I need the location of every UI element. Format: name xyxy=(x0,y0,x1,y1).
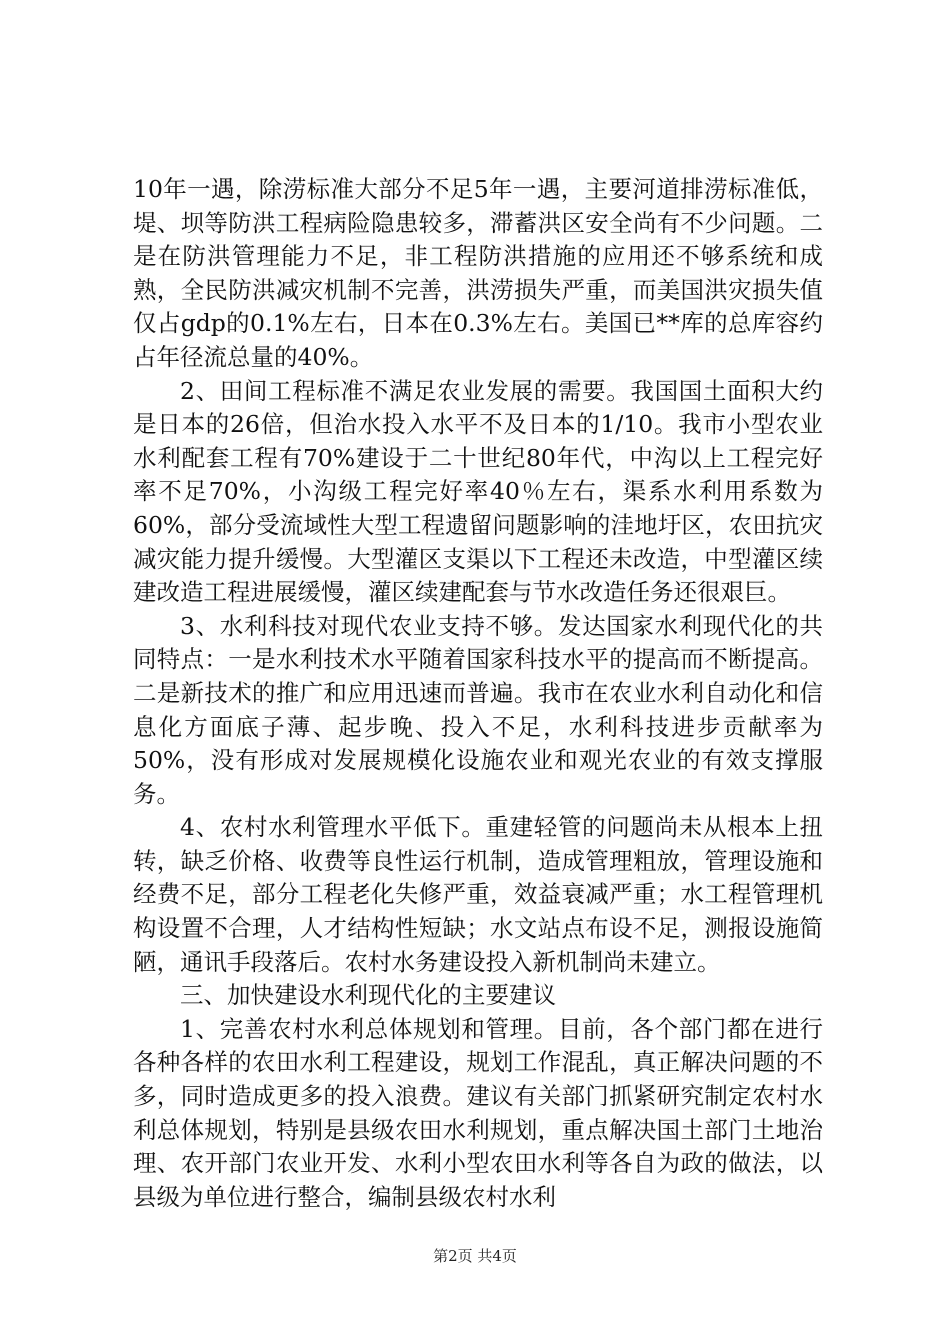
paragraph-4: 4、农村水利管理水平低下。重建轻管的问题尚未从根本上扭转，缺乏价格、收费等良性运行机制，造成管理粗放，管理设施和经费不足，部分工程老化失修严重，效益衰减严重；水工程管理机构设置不合理，人才结构性短缺；水文站点布设不足，测报设施简陋，通讯手段落后。农村水务建设投入新机制尚未建立。 xyxy=(133,813,823,976)
page-number-label: 第2页 共4页 xyxy=(433,1247,517,1265)
page-footer xyxy=(0,1246,950,1266)
section-heading: 三、加快建设水利现代化的主要建议 xyxy=(180,981,556,1010)
paragraph-5: 1、完善农村水利总体规划和管理。目前，各个部门都在进行各种各样的农田水利工程建设，规划工作混乱，真正解决问题的不多，同时造成更多的投入浪费。建议有关部门抓紧研究制定农村水利总体规划，特别是县级农田水利规划，重点解决国土部门土地治理、农开部门农业开发、水利小型农田水利等各自为政的做法，以县级为单位进行整合，编制县级农村水利 xyxy=(133,1014,823,1211)
paragraph-2: 2、田间工程标准不满足农业发展的需要。我国国土面积大约是日本的26倍，但治水投入水平不及日本的1/10。我市小型农业水利配套工程有70%建设于二十世纪80年代，中沟以上工程完好率不足70%，小沟级工程完好率40％左右，渠系水利用系数为60%，部分受流域性大型工程遗留问题影响的洼地圩区，农田抗灾减灾能力提升缓慢。大型灌区支渠以下工程还未改造，中型灌区续建改造工程进展缓慢，灌区续建配套与节水改造任务还很艰巨。 xyxy=(133,376,823,607)
paragraph-3: 3、水利科技对现代农业支持不够。发达国家水利现代化的共同特点：一是水利技术水平随着国家科技水平的提高而不断提高。二是新技术的推广和应用迅速而普遍。我市在农业水利自动化和信息化方面底子薄、起步晚、投入不足，水利科技进步贡献率为50%，没有形成对发展规模化设施农业和观光农业的有效支撑服务。 xyxy=(133,611,823,808)
document-body xyxy=(133,173,823,1214)
paragraph-1: 10年一遇，除涝标准大部分不足5年一遇，主要河道排涝标准低，堤、坝等防洪工程病险隐患较多，滞蓄洪区安全尚有不少问题。二是在防洪管理能力不足，非工程防洪措施的应用还不够系统和成熟，全民防洪减灾机制不完善，洪涝损失严重，而美国洪灾损失值仅占gdp的0.1%左右，日本在0.3%左右。美国已**库的总库容约占年径流总量的40%。 xyxy=(133,175,823,371)
